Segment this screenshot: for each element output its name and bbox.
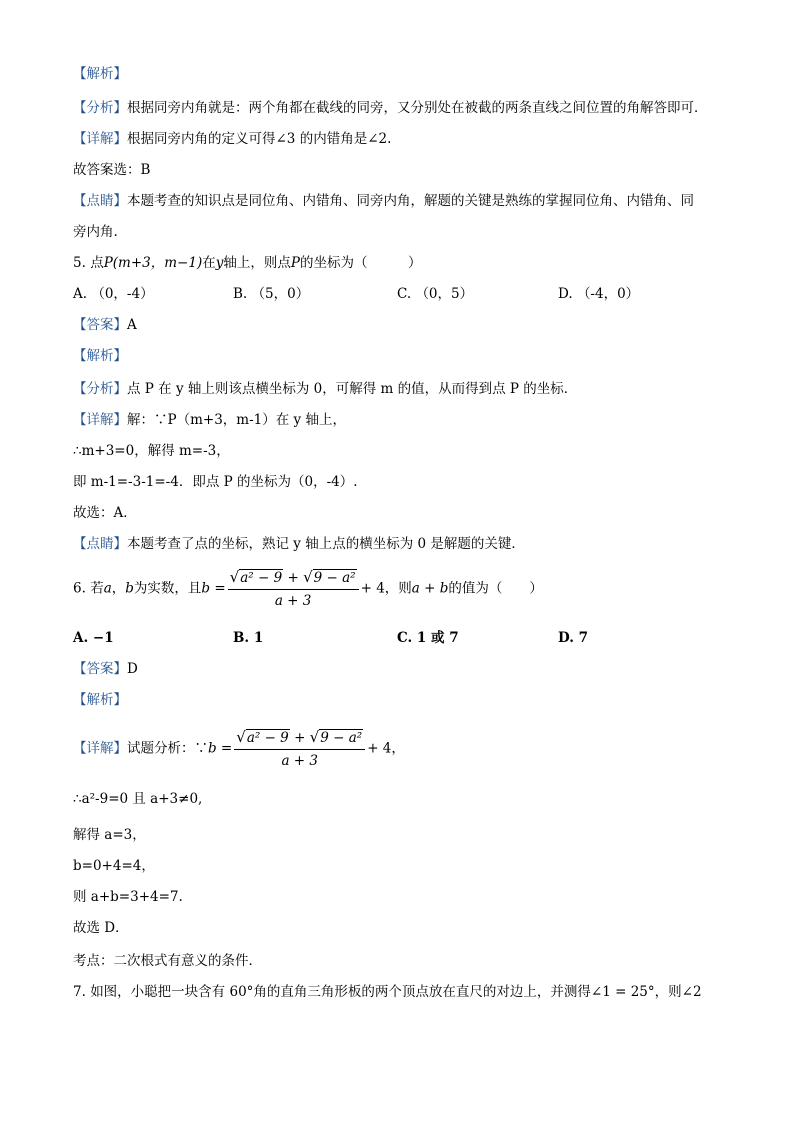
option-letter: B. (233, 286, 248, 302)
q6-option-c (397, 628, 459, 648)
option-letter: B. (233, 630, 250, 646)
point-label: P (103, 255, 113, 271)
option-letter: D. (558, 286, 573, 302)
q5-step-3: 故选：A． (73, 505, 137, 521)
comment-text: 本题考查了点的坐标，熟记 y 轴上点的横坐标为 0 是解题的关键． (127, 536, 525, 552)
answer-tag: 【答案】 (73, 661, 127, 677)
radicand-1: a² − 9 (246, 730, 289, 746)
detail-text: 解：∵P（m+3，m-1）在 y 轴上， (127, 412, 346, 428)
q6-stem-part: 若 (90, 580, 104, 597)
q6-stem-part: ， (111, 580, 126, 597)
q6-step-1: ∴a²-9=0 且 a+3≠0, (73, 791, 203, 807)
comma: ， (391, 740, 405, 757)
plus-sign: + (294, 730, 306, 746)
q5-comment (73, 534, 525, 554)
fraction: $\frac{\text{√a² − 9 + √9 − a²}}{a + 3}$ (234, 728, 365, 770)
var-a: a (103, 580, 112, 597)
comment-tag: 【点睛】 (73, 536, 127, 552)
radicand-1: a² − 9 (240, 570, 283, 586)
radicand-2: 9 − a² (313, 570, 356, 586)
q5-stem-part: 的坐标为（ ） (299, 255, 422, 271)
detail-text: 试题分析：∵ (127, 740, 208, 757)
q6-stem-part: ，则 (384, 580, 412, 597)
q6-step-2: 解得 a=3， (73, 827, 146, 843)
denominator: a + 3 (274, 593, 312, 609)
q5-option-b (233, 284, 309, 304)
answer-tag: 【答案】 (73, 317, 127, 333)
q6-detail (73, 728, 405, 770)
q6-jiexi-heading: 【解析】 (73, 692, 127, 708)
question-number: 6. (73, 580, 86, 597)
answer-value: D (127, 661, 138, 677)
q4-comment (73, 191, 694, 211)
option-letter: C. (397, 630, 413, 646)
q7-stem (73, 982, 702, 1002)
q5-stem-part: 在 (202, 255, 216, 271)
question-number: 5. (73, 255, 86, 271)
a-plus-b: a + b (411, 580, 449, 597)
q5-step-2: 即 m-1=-3-1=-4．即点 P 的坐标为（0，-4）. (73, 474, 358, 490)
equation-tail: + 4 (360, 580, 385, 597)
question-number: 7. (73, 984, 86, 1000)
equation-lhs: b = (208, 740, 233, 757)
point-coords: (m+3，m−1) (112, 255, 203, 271)
q5-detail (73, 410, 346, 430)
q5-answer (73, 315, 137, 335)
analysis-tag: 【分析】 (73, 381, 127, 397)
q6-stem (73, 568, 543, 610)
q4-detail (73, 129, 391, 149)
q4-jiexi-heading: 【解析】 (73, 66, 127, 82)
q6-stem-part: 的值为（ ） (448, 580, 543, 597)
option-text: （0，-4） (91, 286, 154, 302)
q6-step-3: b=0+4=4， (73, 858, 155, 874)
radicand-2: 9 − a² (320, 730, 363, 746)
point-label: P (290, 255, 300, 271)
option-letter: D. (558, 630, 574, 646)
q6-stem-part: 为实数，且 (133, 580, 202, 597)
q4-analysis (73, 98, 708, 118)
analysis-text: 根据同旁内角就是：两个角都在截线的同旁，又分别处在被截的两条直线之间位置的角解答即可． (127, 100, 708, 116)
q4-comment-cont: 旁内角. (73, 224, 118, 240)
plus-sign: + (287, 570, 299, 586)
q5-stem (73, 253, 421, 273)
q5-jiexi-heading: 【解析】 (73, 348, 127, 364)
q7-stem-text: 如图，小聪把一块含有 60°角的直角三角形板的两个顶点放在直尺的对边上，并测得∠1 = 25°，则∠2 (90, 984, 702, 1000)
q6-option-d (558, 628, 588, 648)
option-text: 7 (578, 630, 589, 646)
option-text: （-4，0） (576, 286, 640, 302)
q5-step-1: ∴m+3=0，解得 m=-3， (73, 443, 230, 459)
detail-tag: 【详解】 (73, 412, 127, 428)
detail-tag: 【详解】 (73, 131, 127, 147)
option-text: −1 (92, 630, 114, 646)
q6-step-5: 故选 D． (73, 920, 129, 936)
analysis-tag: 【分析】 (73, 100, 127, 116)
q6-option-a (73, 628, 114, 648)
analysis-text: 点 P 在 y 轴上则该点横坐标为 0，可解得 m 的值，从而得到点 P 的坐标． (127, 381, 578, 397)
fraction: $\frac{\text{√a² − 9 + √9 − a²}}{a + 3}$ (228, 568, 359, 610)
option-text: 1 或 7 (416, 630, 459, 646)
option-letter: C. (397, 286, 412, 302)
q6-kaodian: 考点：二次根式有意义的条件． (73, 953, 262, 969)
answer-value: A (127, 317, 137, 333)
q6-answer (73, 659, 138, 679)
q5-stem-part: 点 (90, 255, 104, 271)
option-letter: A. (73, 630, 89, 646)
var-b: b (125, 580, 134, 597)
option-text: 1 (253, 630, 264, 646)
q6-option-b (233, 628, 263, 648)
equation-tail: + 4 (367, 740, 392, 757)
q5-stem-part: 轴上，则点 (223, 255, 291, 271)
option-text: （0，5） (415, 286, 474, 302)
comment-tag: 【点睛】 (73, 193, 127, 209)
q4-answer-line: 故答案选：B (73, 162, 151, 178)
axis-label: y (215, 255, 224, 271)
detail-text: 根据同旁内角的定义可得∠3 的内错角是∠2. (127, 131, 392, 147)
option-letter: A. (73, 286, 88, 302)
q5-analysis (73, 379, 577, 399)
comment-text: 本题考查的知识点是同位角、内错角、同旁内角，解题的关键是熟练的掌握同位角、内错角、同 (127, 193, 694, 209)
denominator: a + 3 (281, 753, 318, 769)
q6-step-4: 则 a+b=3+4=7. (73, 889, 183, 905)
q5-option-d (558, 284, 639, 304)
equation-lhs: b = (201, 580, 226, 597)
q5-option-a (73, 284, 154, 304)
detail-tag: 【详解】 (73, 740, 127, 757)
option-text: （5，0） (251, 286, 310, 302)
q5-option-c (397, 284, 473, 304)
